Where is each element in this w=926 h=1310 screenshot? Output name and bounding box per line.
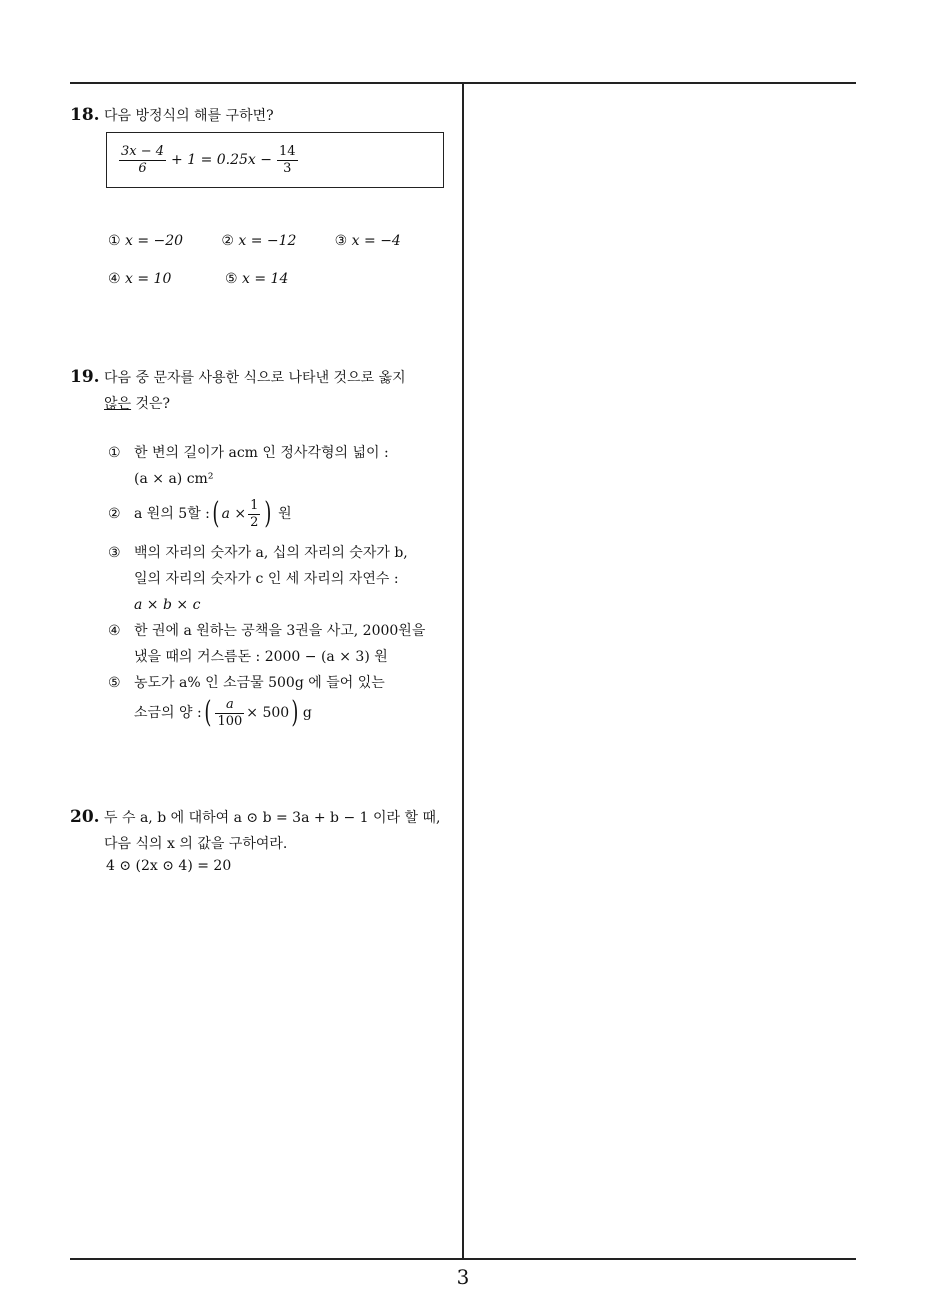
- question-text: 다음 방정식의 해를 구하면?: [104, 108, 274, 124]
- option-suffix: 원: [278, 506, 292, 522]
- option-mark: ③: [334, 233, 348, 249]
- option-mark: ④: [108, 271, 121, 287]
- question-text-line1: 두 수 a, b 에 대하여 a ⊙ b = 3a + b − 1 이라 할 때,: [104, 810, 441, 826]
- underlined-word: 않은: [104, 396, 132, 412]
- option-5[interactable]: [108, 670, 458, 730]
- question-text-line2: [70, 391, 460, 417]
- option-text: x = −12: [238, 233, 297, 249]
- fraction: [248, 498, 260, 531]
- question-20: [70, 804, 460, 857]
- page-number: 3: [456, 1265, 470, 1289]
- options-row: [108, 222, 448, 260]
- option-text: x = 14: [242, 271, 289, 287]
- right-paren: ): [291, 695, 299, 730]
- fraction-rhs: [277, 144, 298, 177]
- option-mark: ②: [108, 506, 121, 522]
- fraction-denominator: 100: [217, 713, 243, 729]
- options-row: [108, 260, 448, 298]
- option-line: 냈을 때의 거스름돈 : 2000 − (a × 3) 원: [134, 649, 388, 665]
- option-mark: ②: [221, 233, 234, 249]
- question-text-rest: 것은?: [131, 396, 171, 412]
- equation-box: [106, 132, 444, 188]
- question-text-line1: 다음 중 문자를 사용한 식으로 나타낸 것으로 옳지: [104, 370, 406, 386]
- option-mark: ⑤: [108, 675, 121, 691]
- answer-options: [108, 440, 458, 730]
- fraction: [215, 697, 244, 730]
- option-4[interactable]: [108, 618, 458, 670]
- fraction-denominator: 2: [250, 514, 259, 530]
- fraction-denominator: 6: [138, 160, 147, 176]
- answer-options: [108, 222, 448, 298]
- option-prefix: 소금의 양 :: [134, 705, 202, 721]
- fraction-denominator: 3: [283, 160, 292, 176]
- option-line: 한 변의 길이가 acm 인 정사각형의 넓이 :: [134, 445, 389, 461]
- question-number: 20.: [70, 807, 100, 827]
- fraction-numerator: 1: [250, 497, 259, 513]
- option-1[interactable]: [108, 233, 221, 249]
- option-suffix: g: [302, 705, 312, 721]
- option-mark: ⑤: [225, 271, 238, 287]
- option-mark: ④: [108, 623, 121, 639]
- option-frac-lead: a ×: [221, 506, 247, 522]
- option-prefix: a 원의 5할 :: [134, 506, 210, 522]
- fraction-numerator: a: [215, 697, 244, 714]
- option-2[interactable]: [108, 492, 458, 536]
- right-paren: ): [264, 496, 272, 531]
- option-mark: ③: [108, 545, 121, 561]
- option-text: x = −4: [351, 233, 401, 249]
- question-18: [70, 102, 460, 129]
- option-line: 백의 자리의 숫자가 a, 십의 자리의 숫자가 b,: [134, 545, 408, 561]
- question-text-line2: 다음 식의 x 의 값을 구하여라.: [104, 836, 288, 852]
- left-paren: (: [212, 496, 220, 531]
- fraction-lhs: [119, 144, 166, 177]
- option-4[interactable]: [108, 271, 225, 287]
- question-19: [70, 364, 460, 417]
- left-paren: (: [204, 695, 212, 730]
- option-2[interactable]: [221, 233, 334, 249]
- question-number: 18.: [70, 105, 100, 125]
- option-line: 한 권에 a 원하는 공책을 3권을 사고, 2000원을: [134, 623, 426, 639]
- column-divider: [462, 82, 464, 1258]
- option-text: x = −20: [125, 233, 184, 249]
- option-line: 농도가 a% 인 소금물 500g 에 들어 있는: [134, 675, 385, 691]
- option-3[interactable]: [335, 233, 448, 249]
- option-text: x = 10: [125, 271, 172, 287]
- option-frac-tail: × 500: [246, 705, 290, 721]
- fraction-numerator: 14: [279, 143, 296, 159]
- option-3[interactable]: [108, 540, 458, 618]
- option-line: a × b × c: [134, 597, 201, 613]
- equation-middle: + 1 = 0.25x −: [171, 152, 272, 168]
- fraction-numerator: 3x − 4: [121, 143, 165, 159]
- bottom-rule: [70, 1258, 856, 1260]
- option-mark: ①: [108, 445, 121, 461]
- option-mark: ①: [108, 233, 121, 249]
- option-line: 일의 자리의 숫자가 c 인 세 자리의 자연수 :: [134, 571, 399, 587]
- question-number: 19.: [70, 367, 100, 387]
- question-expression: 4 ⊙ (2x ⊙ 4) = 20: [106, 858, 232, 874]
- option-1[interactable]: [108, 440, 458, 492]
- option-5[interactable]: [225, 271, 342, 287]
- option-line-2: [134, 696, 458, 730]
- option-line: (a × a) cm²: [134, 471, 214, 487]
